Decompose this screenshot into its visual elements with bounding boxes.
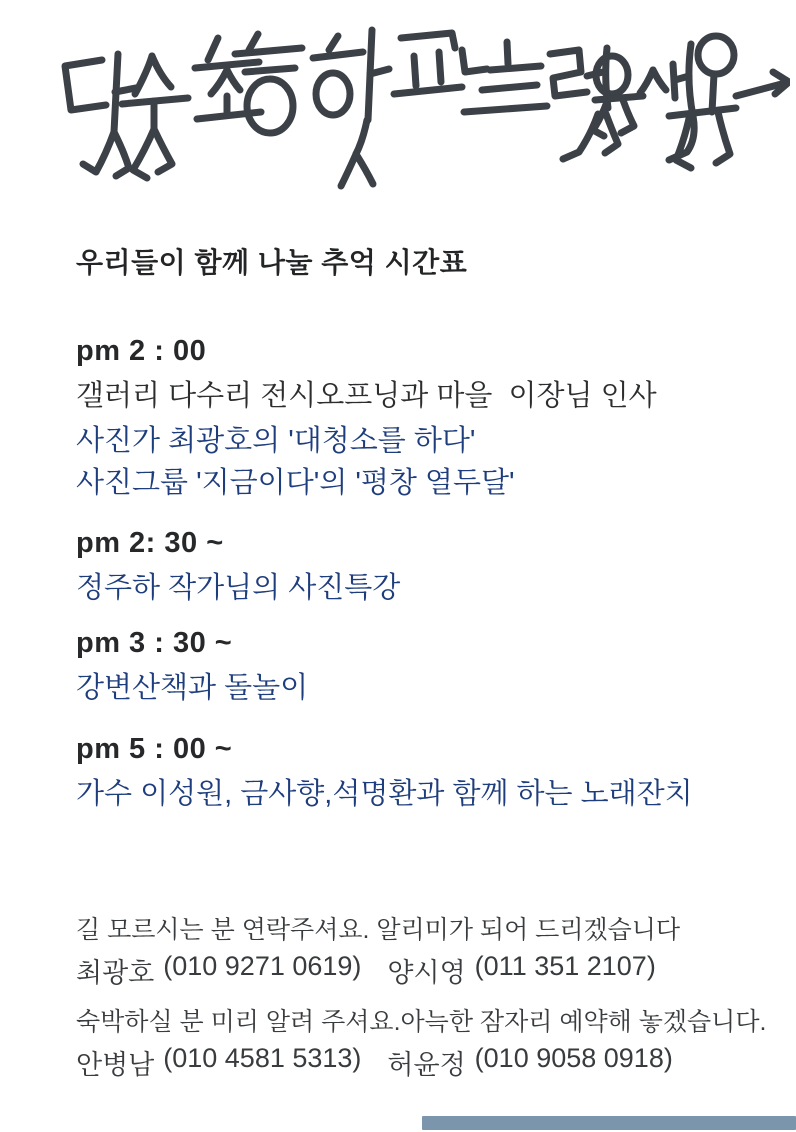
schedule-item: 갤러리 다수리 전시오프닝과 마을 이장님 인사 [76, 380, 657, 412]
schedule-item: 사진가 최광호의 '대청소를 하다' [76, 425, 476, 457]
schedule-item: 사진그룹 '지금이다'의 '평창 열두달' [76, 467, 515, 499]
schedule-item: 가수 이성원, 금사향,석명환과 함께 하는 노래잔치 [76, 778, 693, 810]
contact-name: 안병남 [76, 1050, 155, 1080]
contact-phone: (011 351 2107) [474, 951, 656, 981]
contact-entry [76, 951, 361, 990]
schedule-time-3: pm 3 : 30 ~ [76, 627, 233, 659]
contact-phone: (010 4581 5313) [163, 1043, 362, 1073]
schedule-time-1: pm 2 : 00 [76, 335, 207, 367]
schedule-item: 정주하 작가님의 사진특강 [76, 572, 401, 604]
schedule-time-2: pm 2: 30 ~ [76, 527, 224, 559]
contact-phone: (010 9271 0619) [163, 951, 362, 981]
schedule-heading: 우리들이 함께 나눌 추억 시간표 [76, 247, 468, 278]
contact-name: 최광호 [76, 958, 155, 988]
lodging-note: 숙박하실 분 미리 알려 주셔요.아늑한 잠자리 예약해 놓겠습니다. [76, 1008, 767, 1036]
contact-entry [387, 951, 655, 990]
schedule-time-4: pm 5 : 00 ~ [76, 733, 233, 765]
directions-contacts [76, 951, 656, 990]
contact-name: 양시영 [387, 958, 466, 988]
contact-entry [76, 1043, 361, 1082]
handwritten-title-drawing [50, 22, 790, 202]
contact-phone: (010 9058 0918) [474, 1043, 673, 1073]
bottom-blue-bar [422, 1116, 796, 1130]
handwritten-title [50, 22, 790, 202]
lodging-contacts [76, 1043, 673, 1082]
schedule-item: 강변산책과 돌놀이 [76, 672, 309, 704]
directions-note: 길 모르시는 분 연락주셔요. 알리미가 되어 드리겠습니다 [76, 916, 681, 944]
contact-entry [387, 1043, 672, 1082]
contact-name: 허윤정 [387, 1050, 466, 1080]
